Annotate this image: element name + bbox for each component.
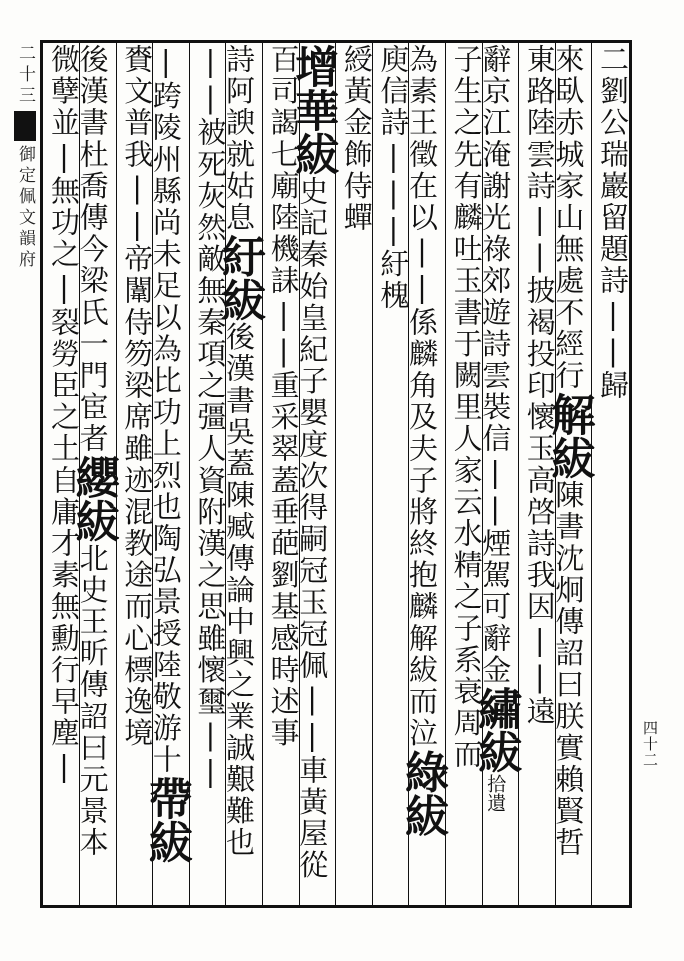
column-rule	[225, 40, 226, 908]
text-column-16	[45, 44, 81, 902]
column-rule	[299, 40, 300, 908]
headword: 纓紱	[67, 454, 119, 543]
column-text: 後漢書吳蓋陳臧傳論中興之業誠艱難也	[221, 321, 256, 859]
column-text: ||被死灰	[193, 44, 228, 212]
column-text: 然敵無秦項之彊人資附漢之思雖懷璽||	[193, 212, 228, 791]
column-rule	[335, 40, 336, 908]
column-text: 史記秦始皇紀子嬰度次得嗣冠玉冠佩||車黃屋從	[295, 176, 330, 882]
text-column-12	[192, 44, 228, 902]
column-rule	[555, 40, 556, 908]
column-rule	[482, 40, 483, 908]
text-column-13	[140, 44, 192, 902]
headword: 帶紱	[140, 775, 192, 864]
text-column-6	[396, 44, 448, 902]
column-text: 北史王昕傳詔曰元景本	[75, 542, 110, 859]
column-text: 庾信詩|||紆槐	[376, 44, 411, 312]
text-column-5	[448, 44, 484, 902]
spine-book-title: 御定佩文韻府	[15, 145, 35, 271]
column-rule	[116, 40, 117, 908]
headword: 解紱	[543, 391, 595, 480]
text-column-4	[470, 44, 522, 902]
column-rule	[189, 40, 190, 908]
text-column-8	[338, 44, 374, 902]
text-column-2	[543, 44, 595, 902]
spine-top: 二十三	[15, 44, 35, 107]
column-text: 自庸才素無勳行早塵|	[46, 464, 81, 786]
folio-number: 四十二	[641, 720, 659, 768]
column-rule	[372, 40, 373, 908]
column-rule	[445, 40, 446, 908]
column-text: 綬黃金飾侍蟬	[339, 44, 374, 234]
column-text: 微孽並|無功之|裂勞臣之土	[46, 44, 81, 465]
column-text: 為素王徵在以||係麟角及夫子將終抱麟解紱而泣	[404, 44, 439, 750]
headword: 華紱	[287, 88, 339, 176]
headword: 紆紱	[213, 233, 265, 322]
column-text: 辭京江淹謝光祿郊遊詩雲裝信||煙駕可辭金	[478, 44, 513, 686]
column-rule	[262, 40, 263, 908]
column-text: 二劉公瑞巖留題詩||歸	[595, 44, 630, 402]
spine-title	[6, 44, 36, 904]
headword: 增	[287, 44, 339, 88]
text-column-3	[521, 44, 557, 902]
column-text: ||遠	[522, 622, 557, 728]
column-rule	[591, 40, 592, 908]
column-text: 百司謁七廟陸機誄||重采翠蓋垂葩劉基感時述事	[266, 44, 301, 750]
column-rule	[152, 40, 153, 908]
text-column-9	[287, 44, 339, 902]
column-text: 東路陸雲詩||披褐投印懷玉高啓詩我因	[522, 44, 557, 623]
column-text: 賚文普我||帝闈侍笏梁席雖迹混教途而心標逸境	[120, 44, 155, 750]
headword: 綠紱	[396, 749, 448, 838]
text-column-1	[594, 44, 630, 902]
headword: 繡紱	[470, 686, 522, 774]
text-column-14	[119, 44, 155, 902]
column-text: 詩阿諛就姑息	[221, 44, 256, 234]
column-rule	[408, 40, 409, 908]
column-text: 子生之先有麟吐玉書于闕里人家云水精之子系衰周而	[449, 44, 484, 771]
spine-block	[14, 111, 36, 141]
column-text: |跨陵州縣尚未足以為比功上烈也陶弘景授陸敬游十	[148, 44, 183, 776]
column-text: 陳書沈炯傳詔曰朕實賴賢哲	[551, 479, 586, 859]
text-column-7	[375, 44, 411, 902]
text-column-15	[67, 44, 119, 902]
column-text: 來臥赤城家山無處不經行	[551, 44, 586, 392]
column-text: 後漢書杜喬傳今梁氏一門宦者	[75, 44, 110, 455]
column-rule	[518, 40, 519, 908]
text-column-11	[213, 44, 265, 902]
column-rule	[79, 40, 80, 908]
text-column-10	[265, 44, 301, 902]
column-text: 拾遺	[484, 774, 507, 812]
